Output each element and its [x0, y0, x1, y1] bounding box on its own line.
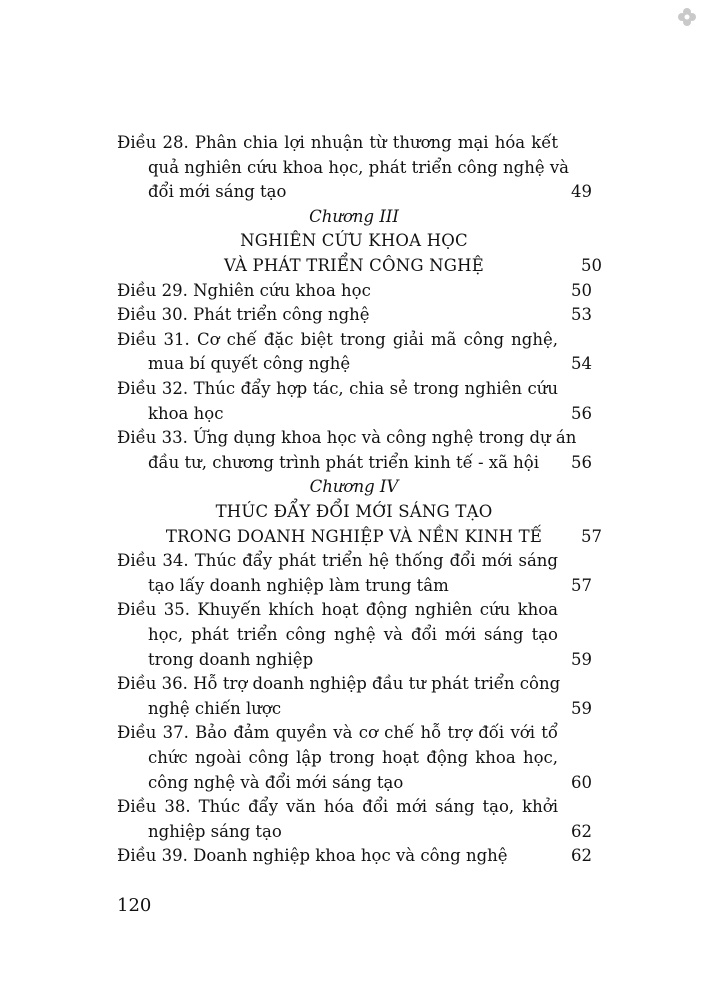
article-title: Điều 31. Cơ chế đặc biệt trong giải mã công nghệ, [117, 329, 558, 349]
chapter-label: Chương III [309, 206, 399, 226]
toc-page-ref: 54 [571, 354, 592, 374]
page-number: 120 [117, 895, 152, 916]
article-title-continued: công nghệ và đổi mới sáng tạo [148, 772, 404, 792]
article-title-continued: mua bí quyết công nghệ [148, 354, 351, 374]
toc-entry-line [0, 672, 708, 696]
toc-entry-line [0, 352, 708, 376]
chapter-label-line [0, 475, 708, 499]
chapter-label: Chương IV [309, 477, 399, 497]
toc-page-ref: 53 [571, 305, 592, 325]
article-title-continued: đổi mới sáng tạo [148, 182, 287, 202]
article-title: Điều 37. Bảo đảm quyền và cơ chế hỗ trợ đối với tổ [117, 723, 558, 743]
article-title: Điều 35. Khuyến khích hoạt động nghiên cứu khoa [117, 600, 558, 620]
chapter-title-line [0, 229, 708, 253]
toc-entry-line [0, 623, 708, 647]
article-title-continued: trong doanh nghiệp [148, 649, 314, 669]
toc-page-ref: 57 [581, 526, 602, 546]
toc-entry-line [0, 721, 708, 745]
article-title: Điều 36. Hỗ trợ doanh nghiệp đầu tư phát triển công [117, 674, 561, 694]
article-title-continued: nghệ chiến lược [148, 698, 282, 718]
toc-entry-line [0, 820, 708, 844]
toc-entry-line [0, 426, 708, 450]
chapter-title: VÀ PHÁT TRIỂN CÔNG NGHỆ [223, 256, 485, 275]
article-title: Điều 39. Doanh nghiệp khoa học và công nghệ [117, 846, 508, 866]
article-title-continued: học, phát triển công nghệ và đổi mới sáng tạo [148, 625, 558, 644]
chapter-title: NGHIÊN CỨU KHOA HỌC [240, 231, 468, 251]
chapter-title-line [0, 254, 708, 278]
toc-entry-line [0, 279, 708, 303]
toc-entry-line [0, 377, 708, 401]
toc-page-ref: 50 [571, 280, 592, 300]
toc-page-ref: 62 [571, 846, 592, 866]
chapter-title-line [0, 525, 708, 549]
article-title: Điều 29. Nghiên cứu khoa học [117, 280, 371, 300]
toc-entry-line [0, 303, 708, 327]
toc-entry-line [0, 156, 708, 180]
article-title: Điều 32. Thúc đẩy hợp tác, chia sẻ trong nghiên cứu [117, 379, 558, 398]
toc-entry-line [0, 549, 708, 573]
toc-entry-line [0, 131, 708, 155]
toc-page-ref: 59 [571, 649, 592, 669]
toc-page-ref: 49 [571, 182, 592, 202]
article-title: Điều 30. Phát triển công nghệ [117, 305, 370, 325]
article-title: Điều 34. Thúc đẩy phát triển hệ thống đổi mới sáng [117, 551, 558, 571]
chapter-title: TRONG DOANH NGHIỆP VÀ NỀN KINH TẾ [165, 526, 543, 546]
toc-page-ref: 60 [571, 772, 592, 792]
chapter-label-line [0, 205, 708, 229]
chapter-title-line [0, 500, 708, 524]
article-title: Điều 33. Ứng dụng khoa học và công nghệ trong dự án [117, 428, 577, 448]
article-title-continued: tạo lấy doanh nghiệp làm trung tâm [148, 575, 449, 595]
article-title-continued: nghiệp sáng tạo [148, 821, 282, 841]
article-title-continued: chức ngoài công lập trong hoạt động khoa học, [148, 748, 558, 767]
flower-ornament-icon [676, 6, 698, 28]
chapter-title: THÚC ĐẨY ĐỔI MỚI SÁNG TẠO [215, 502, 493, 521]
toc-page-ref: 59 [571, 698, 592, 718]
article-title-continued: quả nghiên cứu khoa học, phát triển công nghệ và [148, 157, 569, 177]
article-title: Điều 28. Phân chia lợi nhuận từ thương mại hóa kết [117, 133, 558, 152]
toc-page-ref: 50 [581, 256, 602, 275]
toc-entry-line [0, 844, 708, 868]
toc-page-ref: 56 [571, 403, 592, 423]
toc-entry-line [0, 402, 708, 426]
article-title-continued: khoa học [148, 403, 224, 423]
toc-entry-line [0, 180, 708, 204]
toc-entry-line [0, 746, 708, 770]
toc-entry-line [0, 771, 708, 795]
toc-entry-line [0, 795, 708, 819]
toc-entry-line [0, 598, 708, 622]
toc-entry-line [0, 574, 708, 598]
article-title-continued: đầu tư, chương trình phát triển kinh tế - xã hội [148, 452, 540, 472]
toc-page-ref: 56 [571, 452, 592, 472]
toc-page-ref: 62 [571, 821, 592, 841]
toc-page-ref: 57 [571, 575, 592, 595]
toc-entry-line [0, 697, 708, 721]
toc-entry-line [0, 451, 708, 475]
toc-entry-line [0, 648, 708, 672]
toc-entry-line [0, 328, 708, 352]
article-title: Điều 38. Thúc đẩy văn hóa đổi mới sáng tạo, khởi [117, 797, 558, 817]
